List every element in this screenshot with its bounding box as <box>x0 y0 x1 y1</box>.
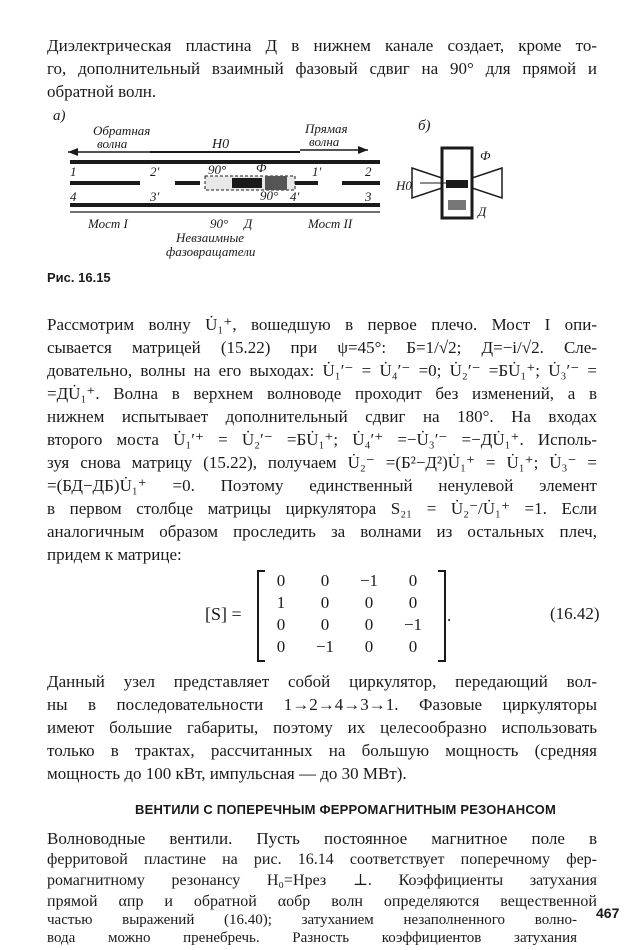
h0-label: H0 <box>212 137 230 152</box>
reverse-arrowhead <box>68 148 78 156</box>
port-4p: 4' <box>290 189 300 204</box>
body-line-2: сывается матрицей (15.22) при ψ=45°: Б=1/√2; Д=−i/√2. Сле- <box>47 338 597 357</box>
after-line-1: Данный узел представляет собой циркулятор, передающий вол- <box>47 672 597 691</box>
matrix-row <box>259 592 444 614</box>
matrix-label: [S] = <box>205 604 242 624</box>
deg90-label-c: 90° <box>210 216 229 231</box>
d-label: Д <box>244 216 253 231</box>
matrix-cell: −1 <box>359 571 379 590</box>
matrix-cell: 0 <box>276 571 286 590</box>
matrix-equation <box>205 570 605 665</box>
section-heading: ВЕНТИЛИ С ПОПЕРЕЧНЫМ ФЕРРОМАГНИТНЫМ РЕЗОНАНСОМ <box>135 802 556 817</box>
matrix-row <box>259 636 444 658</box>
reverse-wave-label: Обратная <box>93 123 151 138</box>
matrix-cell: 1 <box>276 593 286 612</box>
after-line-4: только в трактах, рассчитанных на большую мощность (средняя <box>47 741 597 760</box>
port-1: 1 <box>70 164 77 179</box>
port-1p: 1' <box>312 164 322 179</box>
section-line-1: Волноводные вентили. Пусть постоянное магнитное поле в <box>47 829 597 848</box>
b-h0-label: H0 <box>396 178 412 193</box>
forward-wave-label: Прямая <box>305 121 348 136</box>
matrix-cell: 0 <box>364 637 374 656</box>
body-line-4: =ДU̇₁⁺. Волна в верхнем волноводе проходит без изменений, а в <box>47 384 597 403</box>
body-line-1: Рассмотрим волну U̇₁⁺, вошедшую в первое плечо. Мост I опи- <box>47 315 597 334</box>
forward-arrowhead <box>358 146 368 154</box>
panel-b-label: б) <box>418 118 431 134</box>
reverse-wave-label-2: волна <box>97 136 128 151</box>
page-number: 467 <box>596 905 620 921</box>
matrix-cell: 0 <box>320 593 330 612</box>
panel-a-label: а) <box>53 108 66 124</box>
port-3: 3 <box>365 189 372 204</box>
matrix-row <box>259 614 444 636</box>
port-4: 4 <box>70 189 77 204</box>
equation-number: (16.42) <box>550 604 600 623</box>
section-line-5: частью выражений (16.40); затуханием незаполненного волно- <box>47 912 577 928</box>
bridge-1-label: Мост I <box>88 216 128 231</box>
nonreciprocal-label-2: фазовращатели <box>166 244 256 259</box>
matrix-cell: −1 <box>403 615 423 634</box>
body-line-6: второго моста U̇₁′⁺ = U̇₂′⁻ =БU̇₁⁺; U̇₄′⁺ =−U̇₃′⁻ =−ДU̇₁⁺. Исполь- <box>47 430 597 449</box>
body-line-5: нижнем испытывает дополнительный сдвиг на 180°. На входах <box>47 407 597 426</box>
matrix-cell: 0 <box>408 571 418 590</box>
matrix-cell: 0 <box>408 593 418 612</box>
after-line-3: имеют большие габариты, поэтому их целесообразно использовать <box>47 718 597 737</box>
forward-wave-label-2: волна <box>309 134 340 149</box>
intro-line-1: Диэлектрическая пластина Д в нижнем канале создает, кроме то- <box>47 36 597 55</box>
intro-line-3: обратной волн. <box>47 82 157 101</box>
body-line-11: придем к матрице: <box>47 545 182 564</box>
matrix-row <box>259 570 444 592</box>
body-line-9: в первом столбце матрицы циркулятора S₂₁ = U̇₂⁻/U̇₁⁺ =1. Если <box>47 499 597 518</box>
port-2: 2 <box>365 164 372 179</box>
intro-line-2: го, дополнительный взаимный фазовый сдвиг на 90° для прямой и <box>47 59 597 78</box>
body-line-3: довательно, волны на его выходах: U̇₁′⁻ = U̇₄′⁻ =0; U̇₂′⁻ =БU̇₁⁺; U̇₃′⁻ = <box>47 361 597 380</box>
matrix-cell: 0 <box>320 571 330 590</box>
body-line-8: =(БД−ДБ)U̇₁⁺ =0. Поэтому единственный ненулевой элемент <box>47 476 597 495</box>
pole-right <box>472 168 502 198</box>
bridge-2-label: Мост II <box>308 216 353 231</box>
figure-caption: Рис. 16.15 <box>47 270 111 285</box>
body-line-7: зуя снова матрицу (15.22), получаем U̇₂⁻ =(Б²−Д²)U̇₁⁺ = U̇₁⁺; U̇₃⁻ = <box>47 453 597 472</box>
section-line-6: вода можно пренебречь. Разность коэффициентов затухания <box>47 930 577 946</box>
matrix-cell: 0 <box>364 615 374 634</box>
matrix-cell: 0 <box>408 637 418 656</box>
b-phi-label: Ф <box>480 148 491 163</box>
port-2p: 2' <box>150 164 160 179</box>
ferrite-slab <box>232 178 262 188</box>
figure-16-15 <box>0 0 644 270</box>
after-line-5: мощность до 100 кВт, импульсная — до 30 МВт). <box>47 764 407 783</box>
matrix-cell: 0 <box>320 615 330 634</box>
matrix-cell: −1 <box>315 637 335 656</box>
deg90-label-a: 90° <box>208 162 227 177</box>
section-line-2: ферритовой пластине на рис. 16.14 соответствует поперечному фер- <box>47 851 597 868</box>
cross-section-dielectric <box>448 200 466 210</box>
matrix-cell: 0 <box>364 593 374 612</box>
section-line-4: прямой αпр и обратной αобр волн определяются вещественной <box>47 893 597 910</box>
port-3p: 3' <box>150 189 160 204</box>
matrix-s <box>257 570 446 662</box>
section-line-3: ромагнитному резонансу H₀=Hрез ⊥. Коэффициенты затухания <box>47 872 597 889</box>
nonreciprocal-label-1: Невзаимные <box>176 230 245 245</box>
b-d-label: Д <box>478 204 487 219</box>
after-line-2: ны в последовательности 1→2→4→3→1. Фазовые циркуляторы <box>47 695 597 714</box>
body-line-10: аналогичным образом проследить за волнами из остальных плеч, <box>47 522 597 541</box>
matrix-cell: 0 <box>276 637 286 656</box>
phi-label: Ф <box>256 160 267 175</box>
deg90-label-b: 90° <box>260 188 279 203</box>
matrix-cell: 0 <box>276 615 286 634</box>
matrix-trailing-dot: . <box>447 606 452 625</box>
